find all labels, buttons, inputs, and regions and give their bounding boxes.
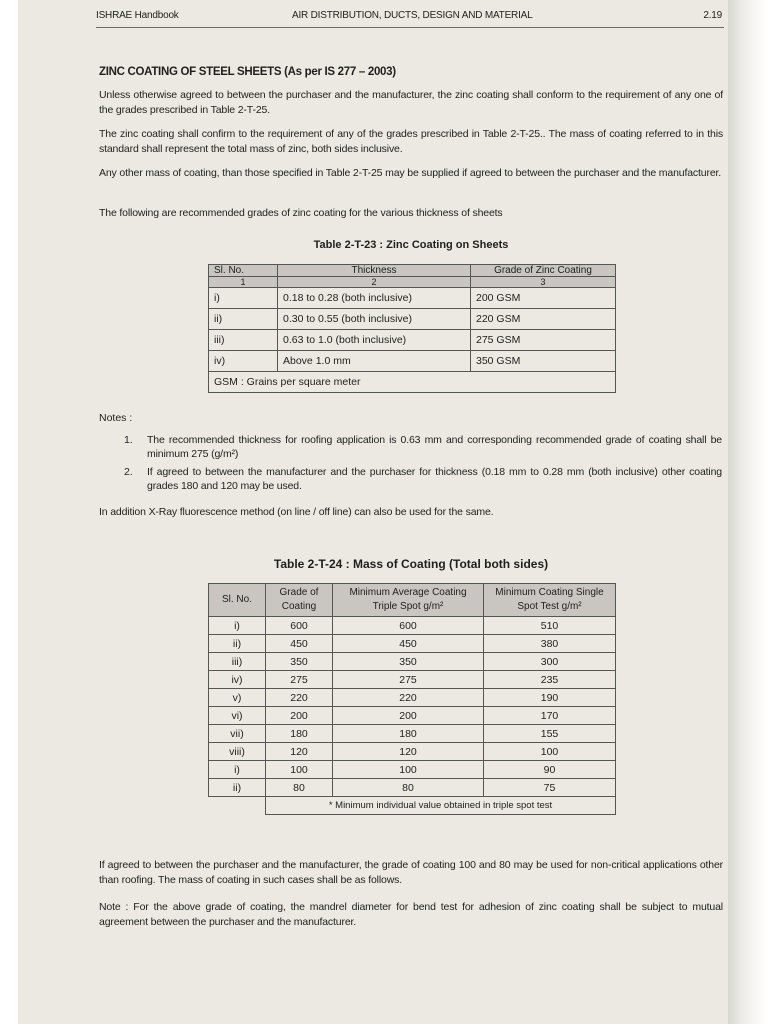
table-row <box>209 707 616 725</box>
table-cell: 180 <box>333 725 484 743</box>
notes-heading: Notes : <box>99 412 133 424</box>
table-row <box>209 725 616 743</box>
table-cell: 200 <box>333 707 484 725</box>
mass-of-coating-table <box>208 583 616 815</box>
table-cell: 100 <box>484 743 616 761</box>
column-header: Minimum Coating Single Spot Test g/m² <box>484 584 616 617</box>
note-item <box>124 465 722 493</box>
table-row <box>209 635 616 653</box>
table-cell: iii) <box>209 330 278 351</box>
table-cell: i) <box>209 617 266 635</box>
xray-paragraph: In addition X-Ray fluorescence method (on line / off line) can also be used for the same. <box>99 506 494 518</box>
table-body <box>209 617 616 797</box>
table-cell: 220 GSM <box>471 309 616 330</box>
column-number-row <box>209 277 616 288</box>
table-cell: 220 <box>333 689 484 707</box>
table-footnote: GSM : Grains per square meter <box>209 372 616 393</box>
column-number: 3 <box>471 277 616 288</box>
table-row <box>209 743 616 761</box>
zinc-coating-table <box>208 264 616 393</box>
table-header-row <box>209 584 616 617</box>
table-cell: 350 <box>266 653 333 671</box>
paragraph: Any other mass of coating, than those specified in Table 2-T-25 may be supplied if agreed to between the purchaser and the manufacturer. <box>99 167 722 179</box>
table-row <box>209 653 616 671</box>
table-cell: 100 <box>266 761 333 779</box>
table-cell: 300 <box>484 653 616 671</box>
note-text: If agreed to between the manufacturer and the purchaser for thickness (0.18 mm to 0.28 mm (both inclusive) other coating grades 180 and 120 may be used. <box>147 466 722 492</box>
table-cell: 155 <box>484 725 616 743</box>
table-cell: 0.18 to 0.28 (both inclusive) <box>278 288 471 309</box>
column-header: Sl. No. <box>209 584 266 617</box>
table-cell: 120 <box>266 743 333 761</box>
paragraph: The zinc coating shall confirm to the requirement of any of the grades prescribed in Table 2-T-25.. The mass of coating referred to in this standard shall represent the total mass of zinc, both sides inclusive. <box>99 128 723 155</box>
table-cell: 80 <box>333 779 484 797</box>
note-number: 1. <box>124 434 133 446</box>
column-header: Sl. No. <box>209 265 278 277</box>
table-footer-row <box>209 797 616 815</box>
table-cell: 380 <box>484 635 616 653</box>
table-header-row <box>209 265 616 277</box>
table-cell: 0.30 to 0.55 (both inclusive) <box>278 309 471 330</box>
table-cell: i) <box>209 288 278 309</box>
table-cell: vii) <box>209 725 266 743</box>
table-cell: 350 GSM <box>471 351 616 372</box>
table-cell: ii) <box>209 635 266 653</box>
page-number: 2.19 <box>703 10 722 21</box>
header-book-title: ISHRAE Handbook <box>96 10 179 21</box>
header-chapter-title: AIR DISTRIBUTION, DUCTS, DESIGN AND MATERIAL <box>292 10 533 21</box>
page-edge <box>728 0 768 1024</box>
table-cell: 450 <box>333 635 484 653</box>
note-number: 2. <box>124 466 133 478</box>
closing-paragraph: If agreed to between the purchaser and the manufacturer, the grade of coating 100 and 80 may be used for non-critical applications other than roofing. The mass of coating in such cases shall be as follows. <box>99 859 723 886</box>
table-cell: 600 <box>333 617 484 635</box>
table-cell: iii) <box>209 653 266 671</box>
table-cell: 275 <box>333 671 484 689</box>
table-cell: ii) <box>209 309 278 330</box>
table-cell: 200 GSM <box>471 288 616 309</box>
column-number: 1 <box>209 277 278 288</box>
table-cell: 450 <box>266 635 333 653</box>
table-cell: 235 <box>484 671 616 689</box>
table-cell: ii) <box>209 779 266 797</box>
table-cell: iv) <box>209 671 266 689</box>
table-row <box>209 779 616 797</box>
table-row <box>209 671 616 689</box>
paragraph: Unless otherwise agreed to between the purchaser and the manufacturer, the zinc coating shall conform to the requirement of any one of the grades prescribed in Table 2-T-25. <box>99 89 723 116</box>
table-row <box>209 309 616 330</box>
table-cell: 120 <box>333 743 484 761</box>
table-cell: vi) <box>209 707 266 725</box>
header-rule <box>96 27 724 28</box>
table-cell: 220 <box>266 689 333 707</box>
table1-caption: Table 2-T-23 : Zinc Coating on Sheets <box>313 239 509 251</box>
table-row <box>209 617 616 635</box>
table-row <box>209 330 616 351</box>
table-cell: 75 <box>484 779 616 797</box>
table-cell: Above 1.0 mm <box>278 351 471 372</box>
table-row <box>209 689 616 707</box>
paragraph: The following are recommended grades of zinc coating for the various thickness of sheets <box>99 207 503 219</box>
table-row <box>209 761 616 779</box>
table-cell: 600 <box>266 617 333 635</box>
table-cell: 90 <box>484 761 616 779</box>
table-cell: 180 <box>266 725 333 743</box>
note-text: The recommended thickness for roofing application is 0.63 mm and corresponding recommended grade of coating shall be minimum 275 (g/m²) <box>147 434 722 460</box>
table-blank-cell <box>209 797 266 815</box>
table-cell: 200 <box>266 707 333 725</box>
running-header <box>96 10 722 26</box>
table-cell: i) <box>209 761 266 779</box>
table-cell: 190 <box>484 689 616 707</box>
table-cell: 275 GSM <box>471 330 616 351</box>
column-number: 2 <box>278 277 471 288</box>
table-cell: viii) <box>209 743 266 761</box>
column-header: Grade of Zinc Coating <box>471 265 616 277</box>
table2-caption: Table 2-T-24 : Mass of Coating (Total both sides) <box>273 557 549 571</box>
column-header: Minimum Average Coating Triple Spot g/m² <box>333 584 484 617</box>
table-cell: 80 <box>266 779 333 797</box>
column-header: Grade of Coating <box>266 584 333 617</box>
table-row <box>209 288 616 309</box>
table-cell: 350 <box>333 653 484 671</box>
table-cell: 100 <box>333 761 484 779</box>
table-cell: 0.63 to 1.0 (both inclusive) <box>278 330 471 351</box>
table-footer-row <box>209 372 616 393</box>
table-cell: iv) <box>209 351 278 372</box>
table-cell: 510 <box>484 617 616 635</box>
table-row <box>209 351 616 372</box>
table-cell: 275 <box>266 671 333 689</box>
closing-note: Note : For the above grade of coating, the mandrel diameter for bend test for adhesion of zinc coating shall be subject to mutual agreement between the purchaser and the manufacturer. <box>99 901 723 928</box>
table-footnote: * Minimum individual value obtained in triple spot test <box>266 797 616 815</box>
section-title: ZINC COATING OF STEEL SHEETS (As per IS 277 – 2003) <box>99 66 396 78</box>
column-header: Thickness <box>278 265 471 277</box>
table-cell: v) <box>209 689 266 707</box>
note-item <box>124 433 722 461</box>
table-cell: 170 <box>484 707 616 725</box>
